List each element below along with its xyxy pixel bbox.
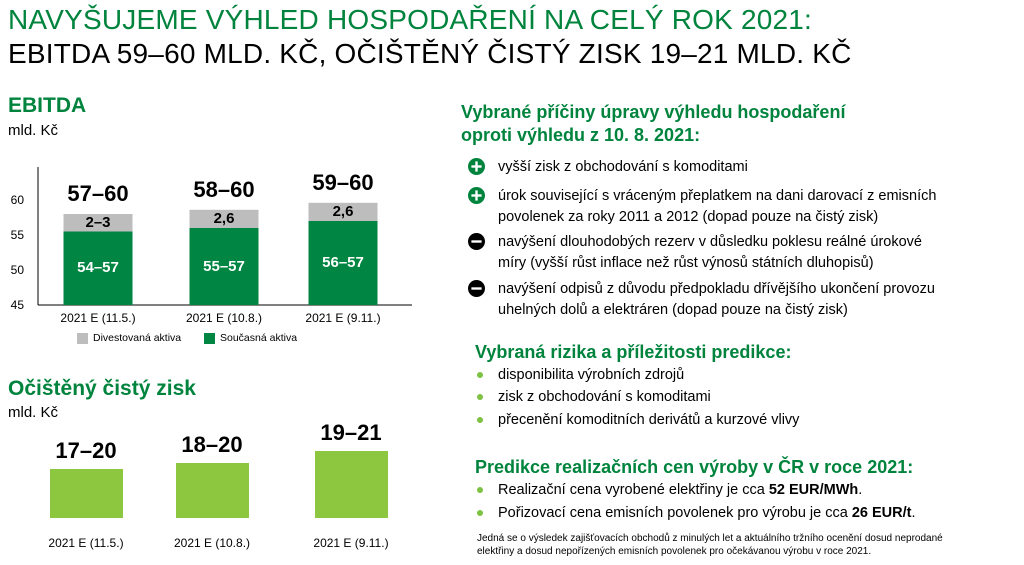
legend-swatch-divested bbox=[77, 333, 88, 344]
reason-item-4-line1: navýšení odpisů z důvodu předpokladu dřívějšího ukončení provozu bbox=[498, 281, 935, 297]
price-item-2-text: Pořizovací cena emisních povolenek pro výrobu je cca bbox=[498, 505, 852, 521]
reason-item-4-line2: uhelných dolů a elektráren (dopad pouze na čistý zisk) bbox=[498, 302, 848, 318]
net-income-bar bbox=[315, 451, 388, 518]
price-item-1-line bbox=[498, 480, 862, 500]
ebitda-current-label: 56–57 bbox=[322, 254, 364, 271]
reason-item-1-line1: vyšší zisk z obchodování s komoditami bbox=[498, 159, 748, 175]
bullet-icon bbox=[477, 394, 483, 400]
ebitda-category-label: 2021 E (9.11.) bbox=[305, 311, 381, 325]
ebitda-ytick: 55 bbox=[10, 228, 24, 242]
risks-title: Vybraná rizika a příležitosti predikce: bbox=[475, 342, 792, 362]
footnote-line1: Jedná se o výsledek zajišťovacích obchodů z minulých let a aktuálního tržního ocenění dosud neprodané bbox=[477, 533, 943, 544]
net-income-total-label: 18–20 bbox=[181, 432, 243, 457]
legend-current bbox=[204, 332, 297, 344]
reason-item-3-line2: míry (vyšší růst inflace než růst výnosů státních dluhopisů) bbox=[498, 255, 874, 271]
net-income-total-label: 19–21 bbox=[320, 420, 382, 445]
ebitda-total-label: 58–60 bbox=[193, 176, 255, 202]
bullet-icon bbox=[477, 417, 483, 423]
net-income-category-label: 2021 E (11.5.) bbox=[48, 536, 124, 550]
net-income-bar bbox=[176, 463, 249, 518]
risk-item-2-text: zisk z obchodování s komoditami bbox=[498, 389, 711, 405]
price-item-2-end: . bbox=[911, 505, 916, 521]
legend-label-divested: Divestovaná aktiva bbox=[93, 332, 182, 344]
net-income-category-label: 2021 E (10.8.) bbox=[173, 536, 251, 550]
ebitda-total-label: 57–60 bbox=[67, 181, 129, 206]
ebitda-title: EBITDA bbox=[8, 94, 87, 117]
plus-circle-icon bbox=[468, 158, 485, 175]
electricity-price-value: 52 EUR/MWh bbox=[768, 482, 859, 498]
reason-item-2-line2: povolenek za roky 2011 a 2012 (dopad pouze na čistý zisk) bbox=[498, 209, 879, 225]
minus-circle-icon bbox=[468, 280, 485, 297]
bullet-icon bbox=[477, 487, 483, 493]
net-income-category-label: 2021 E (9.11.) bbox=[313, 536, 389, 550]
risk-item-1-text: disponibilita výrobních zdrojů bbox=[498, 367, 685, 383]
plus-circle-icon bbox=[468, 187, 485, 204]
legend-label-current: Současná aktiva bbox=[220, 332, 298, 344]
ebitda-total-label: 59–60 bbox=[312, 169, 374, 195]
reasons-title-line2: oproti výhledu z 10. 8. 2021: bbox=[461, 125, 701, 145]
net-income-unit: mld. Kč bbox=[8, 404, 59, 421]
ebitda-divested-label: 2,6 bbox=[213, 209, 235, 227]
ebitda-unit: mld. Kč bbox=[8, 122, 59, 139]
reasons-title-line1: Vybrané příčiny úpravy výhledu hospodaření bbox=[461, 102, 846, 122]
ebitda-divested-label: 2,6 bbox=[332, 202, 354, 220]
ebitda-category-label: 2021 E (10.8.) bbox=[185, 311, 263, 325]
ebitda-divested-label: 2–3 bbox=[85, 213, 111, 231]
ebitda-ytick: 50 bbox=[10, 263, 24, 277]
price-item-1-text: Realizační cena vyrobené elektřiny je cca bbox=[498, 482, 769, 498]
price-item-1-end: . bbox=[858, 482, 863, 498]
reason-item-3-line1: navýšení dlouhodobých rezerv v důsledku poklesu reálné úrokové bbox=[498, 234, 922, 250]
prices-title: Predikce realizačních cen výroby v ČR v roce 2021: bbox=[475, 457, 914, 477]
net-income-bar bbox=[50, 469, 123, 518]
emission-price-value: 26 EUR/t bbox=[851, 505, 912, 521]
page-title: NAVYŠUJEME VÝHLED HOSPODAŘENÍ NA CELÝ ROK 2021: bbox=[8, 4, 813, 35]
price-item-2-line bbox=[498, 503, 916, 523]
ebitda-current-label: 55–57 bbox=[203, 257, 245, 275]
bullet-icon bbox=[477, 372, 483, 378]
ebitda-category-label: 2021 E (11.5.) bbox=[60, 311, 136, 325]
bullet-icon bbox=[477, 510, 483, 516]
ebitda-ytick: 45 bbox=[10, 298, 24, 312]
minus-circle-icon bbox=[468, 233, 485, 250]
net-income-title: Očištěný čistý zisk bbox=[8, 377, 196, 400]
legend-swatch-current bbox=[204, 333, 215, 344]
net-income-total-label: 17–20 bbox=[55, 438, 117, 463]
reason-item-2-line1: úrok související s vráceným přeplatkem na dani darovací z emisních bbox=[498, 188, 937, 204]
footnote-line2: elektřiny a dosud nepořízených emisních povolenek pro očekávanou výrobu v roce 2021. bbox=[477, 546, 872, 557]
ebitda-ytick: 60 bbox=[10, 193, 24, 207]
legend-divested bbox=[77, 332, 181, 344]
ebitda-current-label: 54–57 bbox=[77, 259, 119, 277]
risk-item-3-text: přecenění komoditních derivátů a kurzové vlivy bbox=[498, 412, 800, 428]
page-subtitle: EBITDA 59–60 MLD. KČ, OČIŠTĚNÝ ČISTÝ ZISK 19–21 MLD. KČ bbox=[8, 38, 852, 69]
